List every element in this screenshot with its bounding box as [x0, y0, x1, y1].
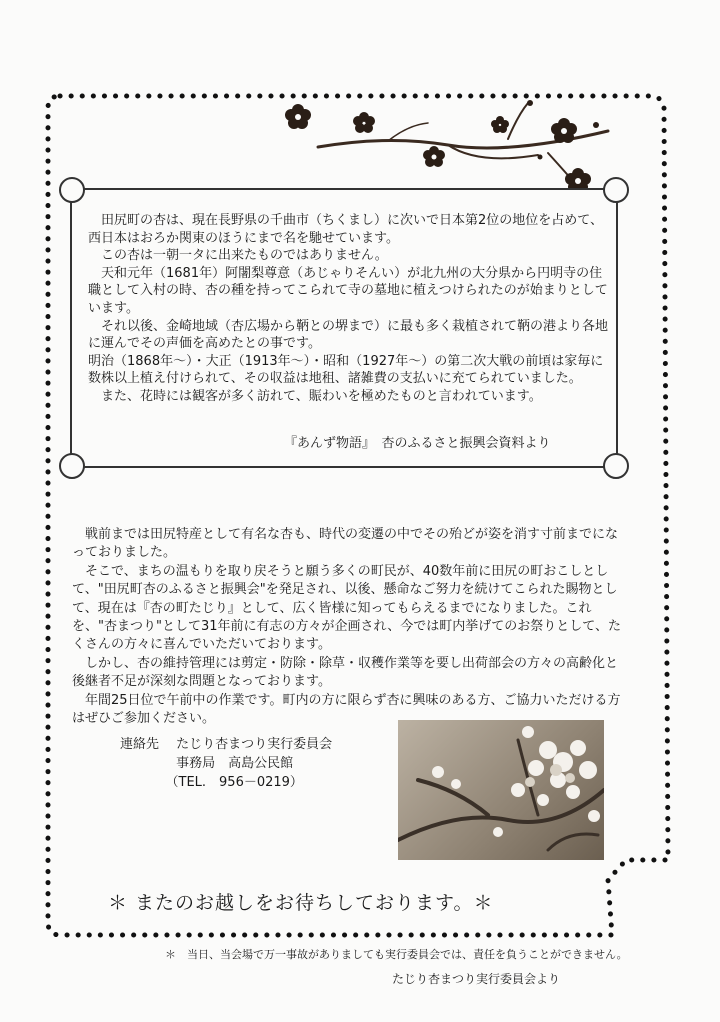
closing-message: ＊ またのお越しをお待ちしております。＊: [108, 892, 494, 914]
main-paragraph: 年間25日位で午前中の作業です。町内の方に限らず杏に興味のある方、ご協力いただける方はぜひご参加ください。: [72, 692, 621, 727]
history-paragraph: 明治（1868年～）・大正（1913年～）・昭和（1927年～）の第二次大戦の前頃は家毎に数株以上植え付けられて、その収益は地租、諸雑費の支払いに充てられていました。: [88, 353, 604, 387]
footer-organizer: たじり杏まつり実行委員会より: [392, 972, 561, 986]
main-paragraph: そこで、まちの温もりを取り戻そうと願う多くの町民が、40数年前に田尻の町おこしとして、"田尻町杏のふるさと振興会"を発足され、以後、懸命なご努力を続けてこられた賜物として、現在は『杏の町たじり』として、広く皆様に知ってもらえるまでになりました。これを、"杏まつり"として31年前に有志の方々が企画され、今では町内挙げてのお祭りとして、たくさんの方々に喜んでいただいております。: [72, 563, 622, 653]
history-paragraph: この杏は一朝一タに出来たものではありません。: [88, 248, 388, 264]
main-paragraph: 戦前までは田尻特産として有名な杏も、時代の変遷の中でその殆どが姿を消す寸前までになっておりました。: [72, 527, 619, 561]
apricot-blossom-photo: [398, 720, 604, 860]
contact-line: 事務局 高島公民館: [120, 756, 294, 771]
main-text: [72, 526, 622, 728]
history-source: 『あんず物語』 杏のふるさと振興会資料より: [284, 436, 551, 451]
history-paragraph: 田尻町の杏は、現在長野県の千曲市（ちくまし）に次いで日本第2位の地位を占めて、西日本はおろか関東のほうにまで名を馳せています。: [88, 213, 604, 246]
history-text: [88, 212, 610, 406]
contact-line: 連絡先 たじり杏まつり実行委員会: [120, 737, 333, 752]
disclaimer-note: ＊ 当日、当会場で万一事故がありましても実行委員会では、責任を負うことができません。: [165, 948, 628, 961]
history-paragraph: それ以後、金崎地域（杏広場から鞆との堺まで）に最も多く栽植されて鞆の港より各地に運んでその声価を高めたとの事です。: [88, 318, 609, 352]
history-paragraph: 天和元年（1681年）阿闍梨尊意（あじゃりそんい）が北九州の大分県から円明寺の住職として入村の時、杏の種を持ってこられて寺の墓地に植えつけられたのが始まりとしています。: [88, 265, 608, 316]
contact-phone: （TEL. 956－0219）: [120, 775, 303, 790]
contact-block: [120, 735, 332, 792]
main-paragraph: しかし、杏の維持管理には剪定・防除・除草・収穫作業等を要し出荷部会の方々の高齢化と後継者不足が深刻な問題となっております。: [72, 655, 619, 690]
history-paragraph: また、花時には観客が多く訪れて、賑わいを極めたものと言われています。: [88, 388, 542, 404]
